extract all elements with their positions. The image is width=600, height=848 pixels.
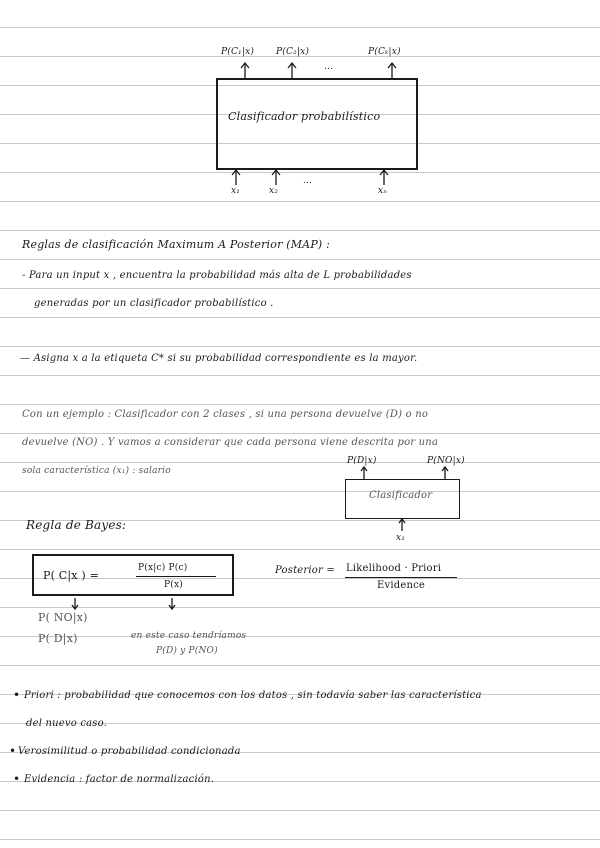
verosimilitud-text: Verosimilitud o probabilidad condicionada bbox=[18, 746, 241, 757]
map-rule-1-line-1: - Para un input x , encuentra la probabilidad más alta de L probabilidades bbox=[22, 270, 412, 281]
example-line-2: devuelve (NO) . Y vamos a considerar que cada persona viene descrita por una bbox=[22, 437, 439, 448]
classifier-small-label: Clasificador bbox=[369, 490, 433, 501]
classifier-label: Clasificador probabilístico bbox=[228, 110, 381, 123]
posterior-numerator: Likelihood · Priori bbox=[346, 563, 442, 574]
bayes-formula-box bbox=[32, 554, 234, 596]
example-line-3: sola característica (x₁) : salario bbox=[22, 466, 171, 476]
bayes-fraction-line bbox=[136, 576, 216, 577]
input-label-x2: x₂ bbox=[269, 186, 279, 196]
in-this-case-note: en este caso tendríamos bbox=[131, 631, 247, 641]
p-no-given-x: P( NO|x) bbox=[38, 611, 88, 624]
evidencia-text: Evidencia : factor de normalización. bbox=[24, 774, 215, 785]
classifier-box-small bbox=[345, 479, 460, 519]
priori-line-2: del nuevo caso. bbox=[26, 718, 108, 729]
priors-note: P(D) y P(NO) bbox=[156, 646, 218, 656]
output-label-d: P(D|x) bbox=[347, 456, 377, 466]
posterior-fraction-line bbox=[345, 577, 457, 578]
bayes-numerator: P(x|c) P(c) bbox=[138, 563, 188, 573]
input-label-xn: xₙ bbox=[378, 186, 388, 196]
bayes-lhs: P( C|x ) = bbox=[43, 569, 100, 582]
bullet-priori: • bbox=[13, 688, 21, 702]
output-label-ck: P(Cₖ|x) bbox=[368, 47, 401, 57]
bayes-denominator: P(x) bbox=[164, 580, 183, 590]
bullet-evidencia: • bbox=[13, 772, 21, 786]
posterior-lhs: Posterior = bbox=[275, 565, 335, 576]
bullet-verosimilitud: • bbox=[9, 744, 17, 758]
posterior-denominator: Evidence bbox=[377, 580, 426, 591]
output-label-c2: P(C₂|x) bbox=[276, 47, 310, 57]
priori-line-1: Priori : probabilidad que conocemos con los datos , sin todavía saber las característica bbox=[24, 690, 482, 701]
map-rule-1-line-2: generadas por un clasificador probabilístico . bbox=[34, 298, 274, 309]
example-line-1: Con un ejemplo : Clasificador con 2 clases , si una persona devuelve (D) o no bbox=[22, 409, 429, 420]
input-label-x1: x₁ bbox=[231, 186, 241, 196]
input-label-x1-small: x₁ bbox=[396, 533, 406, 543]
output-ellipsis: ... bbox=[324, 62, 334, 72]
input-ellipsis: ... bbox=[303, 176, 313, 186]
p-d-given-x: P( D|x) bbox=[38, 632, 78, 645]
bayes-title: Regla de Bayes: bbox=[26, 518, 127, 532]
output-label-no: P(NO|x) bbox=[427, 456, 465, 466]
map-rule-2: — Asigna x a la etiqueta C* si su probabilidad correspondiente es la mayor. bbox=[20, 353, 418, 364]
classifier-box bbox=[216, 78, 418, 170]
map-title: Reglas de clasificación Maximum A Posterior (MAP) : bbox=[22, 238, 331, 251]
output-label-c1: P(C₁|x) bbox=[221, 47, 255, 57]
